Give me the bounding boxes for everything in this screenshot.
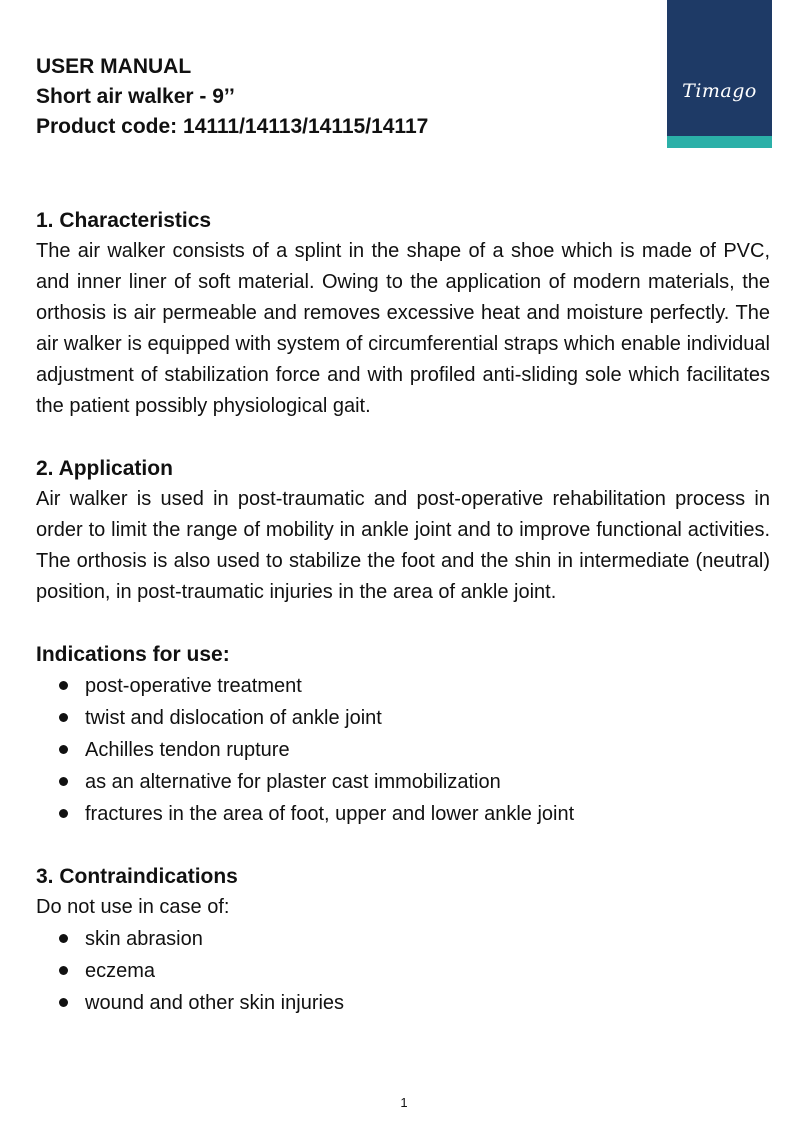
list-item-text: as an alternative for plaster cast immobilization (85, 771, 501, 793)
bullet-icon (59, 777, 68, 786)
list-item (59, 798, 770, 830)
list-item (59, 955, 770, 987)
section-title: 1. Characteristics (36, 209, 212, 232)
list-item-text: skin abrasion (85, 928, 203, 950)
section-paragraph: Air walker is used in post-traumatic and post-operative rehabilitation process in order to limit the range of mobility in ankle joint and to improve functional activities. The orthosis is also used to stabilize the foot and the shin in intermediate (neutral) position, in post-traumatic injuries in the area of ankle joint. (36, 488, 770, 603)
section-application (36, 453, 770, 608)
indications-list (36, 670, 770, 830)
bullet-icon (59, 998, 68, 1007)
document-title: USER MANUAL (36, 55, 192, 78)
list-item-text: eczema (85, 960, 156, 982)
document-body (36, 205, 770, 1050)
section-intro: Do not use in case of: (36, 896, 230, 918)
list-item (59, 734, 770, 766)
section-title: 2. Application (36, 457, 173, 480)
list-item (59, 670, 770, 702)
list-item-text: fractures in the area of foot, upper and lower ankle joint (85, 803, 575, 825)
section-paragraph: The air walker consists of a splint in the shape of a shoe which is made of PVC, and inner liner of soft material. Owing to the application of modern materials, the orthosis is air permeable and removes excessive heat and moisture perfectly. The air walker is equipped with system of circumferential straps which enable individual adjustment of stabilization force and with profiled anti-sliding sole which facilitates the patient possibly physiological gait. (36, 240, 770, 417)
bullet-icon (59, 745, 68, 754)
section-title: 3. Contraindications (36, 865, 238, 888)
list-item (59, 766, 770, 798)
section-contraindications (36, 861, 770, 1019)
list-item (59, 987, 770, 1019)
bullet-icon (59, 713, 68, 722)
bullet-icon (59, 809, 68, 818)
section-indications (36, 639, 770, 830)
list-item-text: twist and dislocation of ankle joint (85, 707, 382, 729)
document-header (36, 52, 636, 142)
list-item (59, 923, 770, 955)
contraindications-list (36, 923, 770, 1019)
bullet-icon (59, 934, 68, 943)
list-item-text: post-operative treatment (85, 675, 302, 697)
product-name: Short air walker - 9’’ (36, 85, 235, 108)
product-code: Product code: 14111/14113/14115/14117 (36, 115, 429, 138)
logo-accent-stripe (667, 136, 772, 148)
list-item-text: Achilles tendon rupture (85, 739, 290, 761)
section-title: Indications for use: (36, 643, 230, 666)
page-number: 1 (400, 1095, 408, 1110)
list-item-text: wound and other skin injuries (85, 992, 345, 1014)
logo-wordmark: Timago (682, 80, 757, 102)
bullet-icon (59, 966, 68, 975)
bullet-icon (59, 681, 68, 690)
timago-logo (667, 0, 772, 148)
list-item (59, 702, 770, 734)
section-characteristics (36, 205, 770, 422)
